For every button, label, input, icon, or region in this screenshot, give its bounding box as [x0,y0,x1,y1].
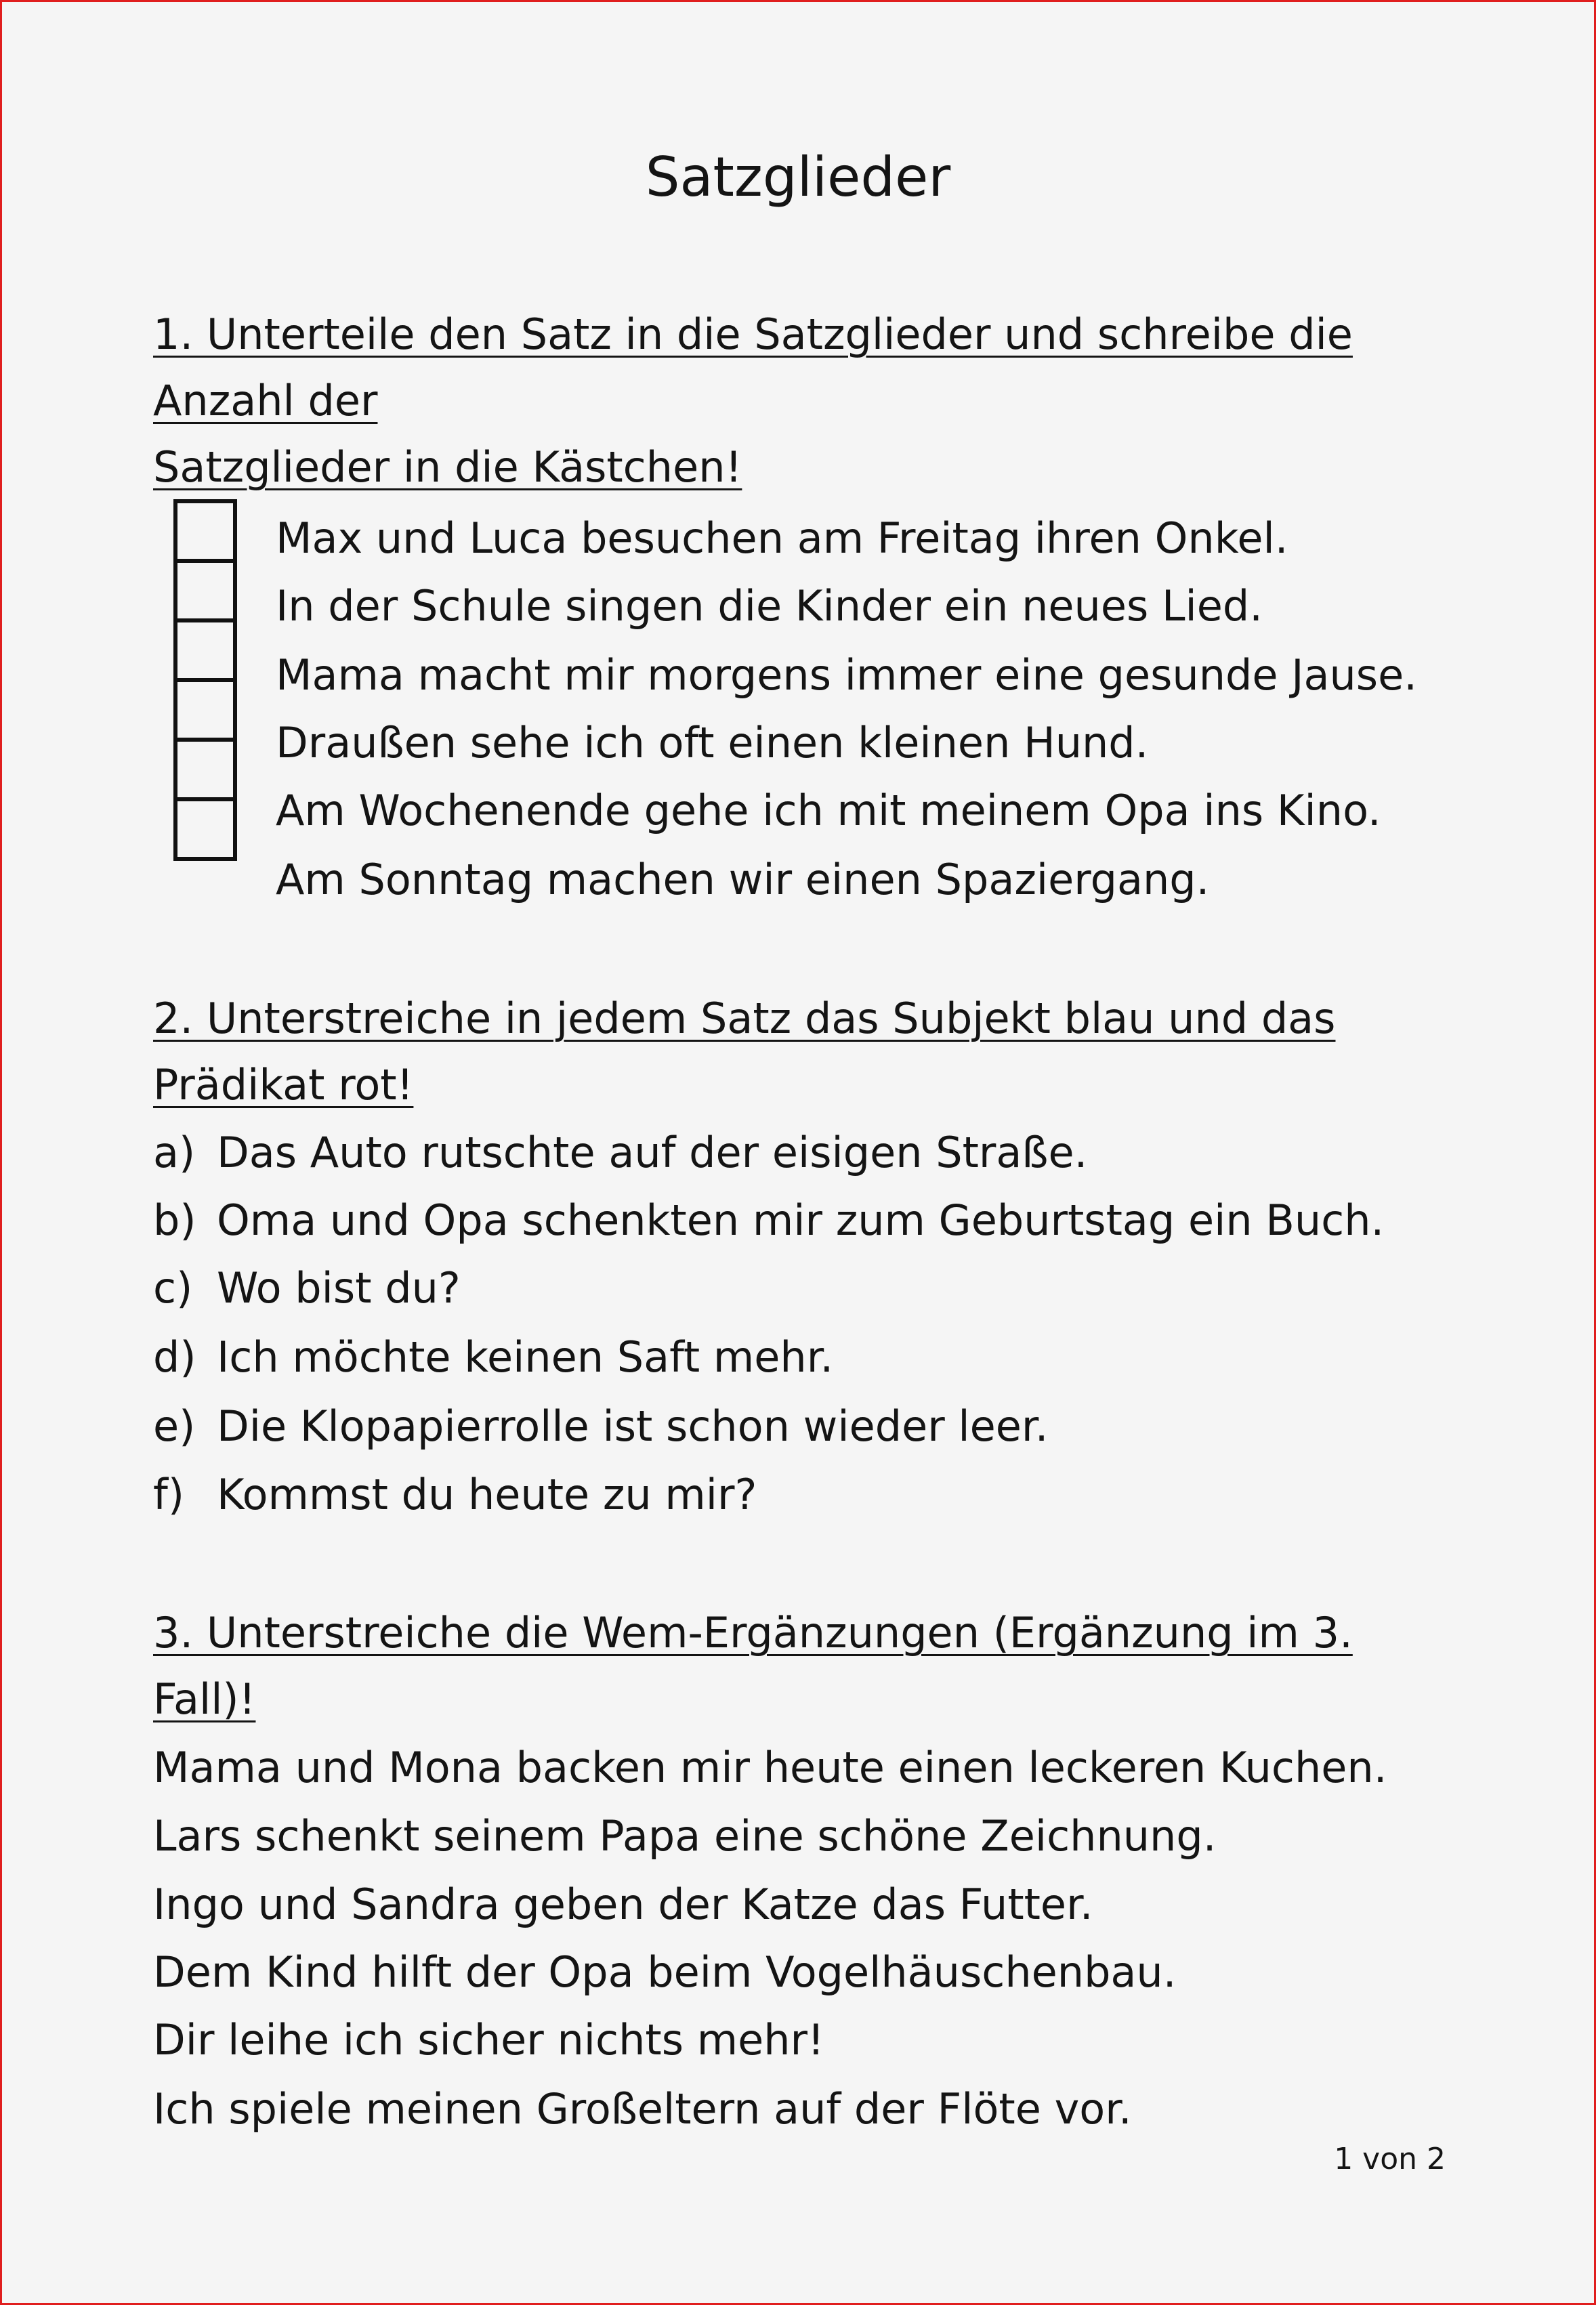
page-title: Satzglieder [645,146,951,209]
task2-sentence: Ich möchte keinen Saft mehr. [217,1332,834,1382]
task1-sentence: In der Schule singen die Kinder ein neues Lied. [276,581,1263,631]
answer-box[interactable] [173,738,237,801]
task3-sentence: Dir leihe ich sicher nichts mehr! [153,2015,824,2065]
task2-sentence: Das Auto rutschte auf der eisigen Straße. [217,1128,1088,1177]
task1-sentence: Am Sonntag machen wir einen Spaziergang. [276,855,1210,904]
task3-sentence: Ingo und Sandra geben der Katze das Futter. [153,1880,1093,1929]
item-letter: a) [153,1128,196,1177]
task2-sentence: Oma und Opa schenkten mir zum Geburtstag ein Buch. [217,1196,1385,1245]
item-letter: f) [153,1470,185,1519]
task3-heading: 3. Unterstreiche die Wem-Ergänzungen (Ergänzung im 3. Fall)! [153,1608,1353,1724]
task3-sentence: Dem Kind hilft der Opa beim Vogelhäuschenbau. [153,1947,1177,1997]
task1-sentence: Mama macht mir morgens immer eine gesunde Jause. [276,650,1417,700]
item-letter: e) [153,1401,196,1451]
answer-box[interactable] [173,499,237,563]
answer-box[interactable] [173,678,237,742]
page-number: 1 von 2 [1334,2142,1446,2176]
task1-sentence: Am Wochenende gehe ich mit meinem Opa ins Kino. [276,786,1381,835]
task2-sentence: Die Klopapierrolle ist schon wieder leer. [217,1401,1049,1451]
answer-box[interactable] [173,797,237,861]
task1-sentence: Draußen sehe ich oft einen kleinen Hund. [276,718,1149,767]
answer-box[interactable] [173,618,237,682]
item-letter: d) [153,1332,196,1382]
answer-box[interactable] [173,559,237,622]
task2-sentence: Wo bist du? [217,1263,461,1313]
task3-sentence: Lars schenkt seinem Papa eine schöne Zeichnung. [153,1811,1217,1861]
task1-heading-line2: Satzglieder in die Kästchen! [153,442,742,492]
task1-heading-line1: 1. Unterteile den Satz in die Satzglieder und schreibe die Anzahl der [153,310,1353,425]
answer-box-column [173,499,241,861]
item-letter: c) [153,1263,193,1313]
task3-sentence: Ich spiele meinen Großeltern auf der Flöte vor. [153,2084,1132,2134]
task2-heading: 2. Unterstreiche in jedem Satz das Subjekt blau und das Prädikat rot! [153,994,1336,1109]
item-letter: b) [153,1196,196,1245]
task3-sentence: Mama und Mona backen mir heute einen leckeren Kuchen. [153,1743,1387,1792]
task1-sentence: Max und Luca besuchen am Freitag ihren Onkel. [276,513,1288,563]
task1-heading [153,301,1440,501]
task2-sentence: Kommst du heute zu mir? [217,1470,757,1519]
